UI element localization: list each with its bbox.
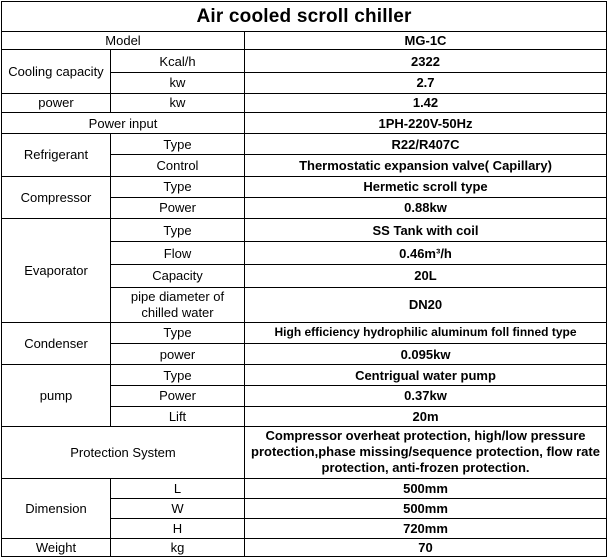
compressor-power-value: 0.88kw xyxy=(245,197,607,218)
pump-lift-value: 20m xyxy=(245,406,607,426)
dimension-w-label: W xyxy=(111,499,245,518)
weight-row xyxy=(2,538,607,556)
evaporator-pipe-value: DN20 xyxy=(245,287,607,322)
evaporator-capacity-label: Capacity xyxy=(111,265,245,287)
evaporator-type-value: SS Tank with coil xyxy=(245,218,607,241)
compressor-type-label: Type xyxy=(111,176,245,197)
cooling-capacity-label: Cooling capacity xyxy=(2,50,111,93)
pump-type-label: Type xyxy=(111,365,245,386)
weight-unit: kg xyxy=(111,538,245,556)
dimension-h-value: 720mm xyxy=(245,518,607,538)
power-input-row xyxy=(2,112,607,133)
power-input-value: 1PH-220V-50Hz xyxy=(245,112,607,133)
compressor-power-label: Power xyxy=(111,197,245,218)
condenser-type-row xyxy=(2,322,607,343)
power-value: 1.42 xyxy=(245,93,607,112)
compressor-label: Compressor xyxy=(2,176,111,218)
refrigerant-label: Refrigerant xyxy=(2,134,111,176)
condenser-power-value: 0.095kw xyxy=(245,344,607,365)
compressor-type-row xyxy=(2,176,607,197)
pump-label: pump xyxy=(2,365,111,427)
refrigerant-control-label: Control xyxy=(111,155,245,176)
evaporator-type-label: Type xyxy=(111,218,245,241)
model-value: MG-1C xyxy=(245,32,607,50)
pump-type-value: Centrigual water pump xyxy=(245,365,607,386)
dimension-h-label: H xyxy=(111,518,245,538)
dimension-l-row xyxy=(2,479,607,499)
evaporator-type-row xyxy=(2,218,607,241)
compressor-type-value: Hermetic scroll type xyxy=(245,176,607,197)
model-row xyxy=(2,32,607,50)
pump-power-label: Power xyxy=(111,386,245,406)
refrigerant-control-value: Thermostatic expansion valve( Capillary) xyxy=(245,155,607,176)
protection-value: Compressor overheat protection, high/low pressure protection,phase missing/sequence protection, flow rate protection, anti-frozen protection. xyxy=(245,426,607,478)
power-label: power xyxy=(2,93,111,112)
cooling-kw-value: 2.7 xyxy=(245,72,607,93)
power-input-label: Power input xyxy=(2,112,245,133)
dimension-l-value: 500mm xyxy=(245,479,607,499)
dimension-w-value: 500mm xyxy=(245,499,607,518)
evaporator-capacity-value: 20L xyxy=(245,265,607,287)
dimension-label: Dimension xyxy=(2,479,111,539)
pump-type-row xyxy=(2,365,607,386)
protection-label: Protection System xyxy=(2,426,245,478)
cooling-kw-unit: kw xyxy=(111,72,245,93)
condenser-type-value: High efficiency hydrophilic aluminum foll finned type xyxy=(245,322,607,343)
spec-table xyxy=(1,1,607,557)
cooling-kcal-row xyxy=(2,50,607,72)
model-label: Model xyxy=(2,32,245,50)
evaporator-pipe-label: pipe diameter of chilled water xyxy=(111,287,245,322)
title-row xyxy=(2,2,607,32)
evaporator-flow-label: Flow xyxy=(111,242,245,265)
table-title: Air cooled scroll chiller xyxy=(2,2,607,32)
evaporator-flow-value: 0.46m³/h xyxy=(245,242,607,265)
condenser-type-label: Type xyxy=(111,322,245,343)
cooling-kcal-value: 2322 xyxy=(245,50,607,72)
cooling-kcal-unit: Kcal/h xyxy=(111,50,245,72)
power-row xyxy=(2,93,607,112)
pump-power-value: 0.37kw xyxy=(245,386,607,406)
power-unit: kw xyxy=(111,93,245,112)
protection-row xyxy=(2,426,607,478)
condenser-label: Condenser xyxy=(2,322,111,364)
weight-label: Weight xyxy=(2,538,111,556)
evaporator-label: Evaporator xyxy=(2,218,111,322)
condenser-power-label: power xyxy=(111,344,245,365)
refrigerant-type-row xyxy=(2,134,607,155)
weight-value: 70 xyxy=(245,538,607,556)
refrigerant-type-value: R22/R407C xyxy=(245,134,607,155)
refrigerant-type-label: Type xyxy=(111,134,245,155)
dimension-l-label: L xyxy=(111,479,245,499)
pump-lift-label: Lift xyxy=(111,406,245,426)
